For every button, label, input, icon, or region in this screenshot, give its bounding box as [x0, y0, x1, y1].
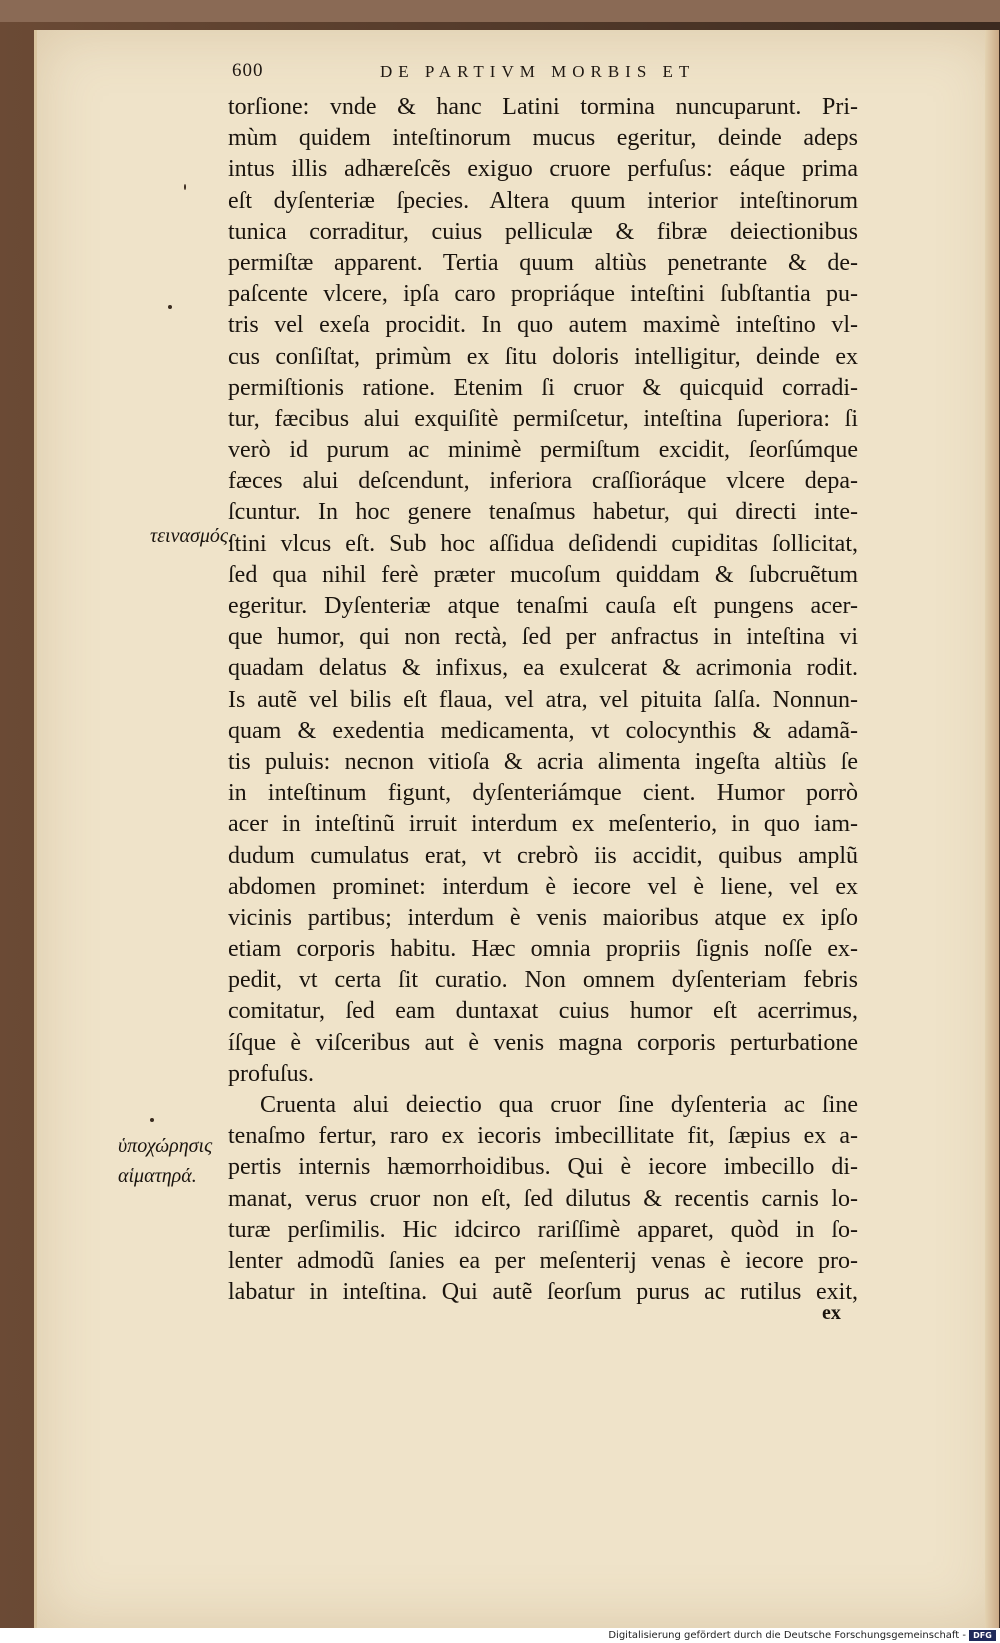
text-line: ſcuntur. In hoc genere tenaſmus habetur, qui directi inte-	[228, 499, 858, 526]
text-line: eſt dyſenteriæ ſpecies. Altera quum interior inteſtinorum	[228, 187, 858, 214]
text-line: íſque è viſceribus aut è venis magna corporis perturbatione	[228, 1029, 858, 1056]
text-line: pedit, vt certa ſit curatio. Non omnem dyſenteriam febris	[228, 967, 858, 994]
text-line: vicinis partibus; interdum è venis maioribus atque ex ipſo	[228, 904, 858, 931]
text-line: pertis internis hæmorrhoidibus. Qui è iecore imbecillo di-	[228, 1154, 858, 1181]
ink-speck	[184, 184, 186, 190]
catchword: ex	[822, 1302, 841, 1324]
text-line: tur, fæcibus alui exquiſitè permiſcetur, inteſtina ſuperiora: ſi	[228, 405, 858, 432]
text-line: tris vel exeſa procidit. In quo autem maximè inteſtino vl-	[228, 312, 858, 339]
text-line: ſed qua nihil ferè præter mucoſum quiddam & ſubcruẽtum	[228, 561, 858, 588]
text-line: Is autẽ vel bilis eſt flaua, vel atra, vel pituita ſalſa. Nonnun-	[228, 686, 858, 713]
text-line: turæ perſimilis. Hic idcirco rariſſimè apparet, quòd in ſo-	[228, 1216, 858, 1243]
text-line: permiſtæ apparent. Tertia quum altiùs penetrante & de-	[228, 249, 858, 276]
text-line: abdomen prominet: interdum è iecore vel è liene, vel ex	[228, 873, 858, 900]
text-line: mùm quidem inteſtinorum mucus egeritur, deinde adeps	[228, 125, 858, 152]
ink-speck	[150, 1118, 154, 1122]
margin-note-hypochoresis: ὑποχώρησις	[118, 1135, 213, 1157]
text-line: lenter admodũ ſanies ea per meſenterij venas è iecore pro-	[228, 1247, 858, 1274]
text-line: tis puluis: necnon vitioſa & acria alimenta ingeſta altiùs ſe	[228, 748, 858, 775]
text-line: dudum cumulatus erat, vt crebrò iis accidit, quibus amplũ	[228, 842, 858, 869]
running-title: DE PARTIVM MORBIS ET	[380, 62, 696, 81]
body-text	[228, 92, 858, 1308]
text-line: Cruenta alui deiectio qua cruor ſine dyſenteria ac ſine	[260, 1092, 858, 1118]
text-line: paſcente vlcere, ipſa caro propriáque inteſtini ſubſtantia pu-	[228, 281, 858, 308]
text-line: verò id purum ac minimè permiſtum excidit, ſeorſúmque	[228, 437, 858, 464]
margin-note-tenesmus: τεινασμός.	[150, 525, 233, 547]
text-line: cus conſiſtat, primùm ex ſitu doloris intelligitur, deinde ex	[228, 343, 858, 370]
page-number: 600	[232, 60, 264, 81]
text-line: tunica corraditur, cuius pelliculæ & fibræ deiectionibus	[228, 218, 858, 245]
text-line: ſtini vlcus eſt. Sub hoc aſſidua deſidendi cupiditas ſollicitat,	[228, 530, 858, 557]
text-line: etiam corporis habitu. Hæc omnia propriis ſignis noſſe ex-	[228, 936, 858, 963]
page-edge-shadow	[985, 30, 999, 1628]
dfg-logo: DFG	[969, 1630, 996, 1641]
text-line: permiſtionis ratione. Etenim ſi cruor & quicquid corradi-	[228, 374, 858, 401]
text-line: comitatur, ſed eam duntaxat cuius humor eſt acerrimus,	[228, 998, 858, 1025]
text-line: que humor, qui non rectà, ſed per anfractus in inteſtina vi	[228, 624, 858, 651]
ink-speck	[168, 305, 172, 309]
text-line: torſione: vnde & hanc Latini tormina nuncuparunt. Pri-	[228, 94, 858, 120]
text-line: tenaſmo fertur, raro ex iecoris imbecillitate fit, ſæpius ex a-	[228, 1123, 858, 1150]
text-line: quadam delatus & infixus, ea exulcerat & acrimonia rodit.	[228, 655, 858, 682]
text-line: quam & exedentia medicamenta, vt colocynthis & adamã-	[228, 717, 858, 744]
scan-top-edge	[0, 0, 1000, 22]
text-line: manat, verus cruor non eſt, ſed dilutus & recentis carnis lo-	[228, 1185, 858, 1212]
text-line: fæces alui deſcendunt, inferiora craſſioráque vlcere depa-	[228, 468, 858, 495]
text-line: labatur in inteſtina. Qui autẽ ſeorſum purus ac rutilus exit,	[228, 1279, 858, 1306]
text-line: in inteſtinum figunt, dyſenteriámque cient. Humor porrò	[228, 780, 858, 807]
text-line: profuſus.	[228, 1060, 314, 1087]
text-line: acer in inteſtinũ irruit interdum ex meſenterio, in quo iam-	[228, 811, 858, 838]
funding-credit: Digitalisierung gefördert durch die Deutsche Forschungsgemeinschaft -	[608, 1630, 966, 1641]
text-line: egeritur. Dyſenteriæ atque tenaſmi cauſa eſt pungens acer-	[228, 593, 858, 619]
running-head	[232, 60, 812, 86]
text-line: intus illis adhæreſcẽs exiguo cruore perfuſus: eáque prima	[228, 156, 858, 183]
margin-note-haimatera: αἱματηρά.	[118, 1165, 197, 1187]
